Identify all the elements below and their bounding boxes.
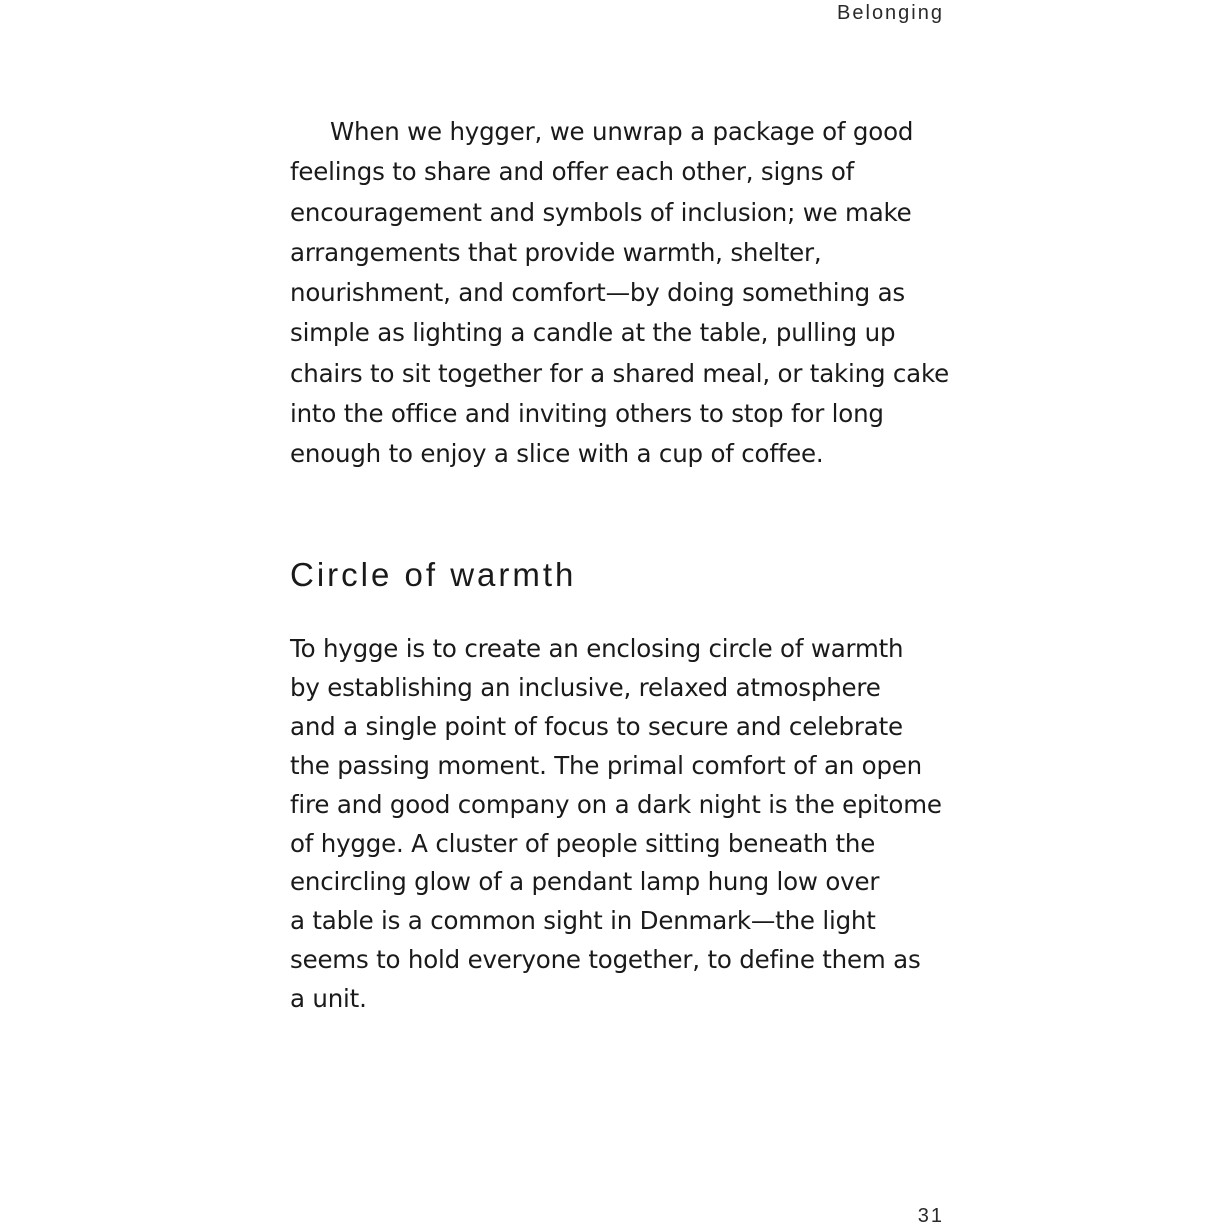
paragraph-line: encouragement and symbols of inclusion; we make [290,197,912,227]
running-head: Belonging [837,2,944,24]
paragraph-line: a unit. [290,984,367,1014]
section-heading: Circle of warmth [290,556,577,593]
paragraph-line: When we hygger, we unwrap a package of good [330,117,914,146]
page-body [290,112,950,1014]
paragraph-line: seems to hold everyone together, to define them as [290,945,921,975]
paragraph-line: simple as lighting a candle at the table, pulling up [290,318,896,348]
paragraph-line: fire and good company on a dark night is the epitome [290,789,942,819]
paragraph-line: encircling glow of a pendant lamp hung low over [290,867,880,897]
paragraph-line: chairs to sit together for a shared meal, or taking cake [290,358,949,388]
paragraph-line: a table is a common sight in Denmark—the light [290,906,876,936]
paragraph-line: feelings to share and offer each other, signs of [290,157,855,187]
paragraph-line: of hygge. A cluster of people sitting beneath the [290,828,876,858]
paragraph-line: To hygge is to create an enclosing circle of warmth [290,634,904,663]
paragraph-line: the passing moment. The primal comfort of an open [290,750,923,780]
paragraph-line: and a single point of focus to secure and celebrate [290,711,903,741]
paragraph-intro [290,112,950,475]
paragraph-line: nourishment, and comfort—by doing something as [290,278,905,308]
paragraph-line: arrangements that provide warmth, shelter, [290,237,822,267]
paragraph-line: into the office and inviting others to stop for long [290,399,884,429]
paragraph-line: by establishing an inclusive, relaxed atmosphere [290,672,881,702]
page-number: 31 [917,1205,944,1227]
paragraph-circle-of-warmth [290,630,942,1019]
paragraph-line: enough to enjoy a slice with a cup of coffee. [290,439,824,469]
